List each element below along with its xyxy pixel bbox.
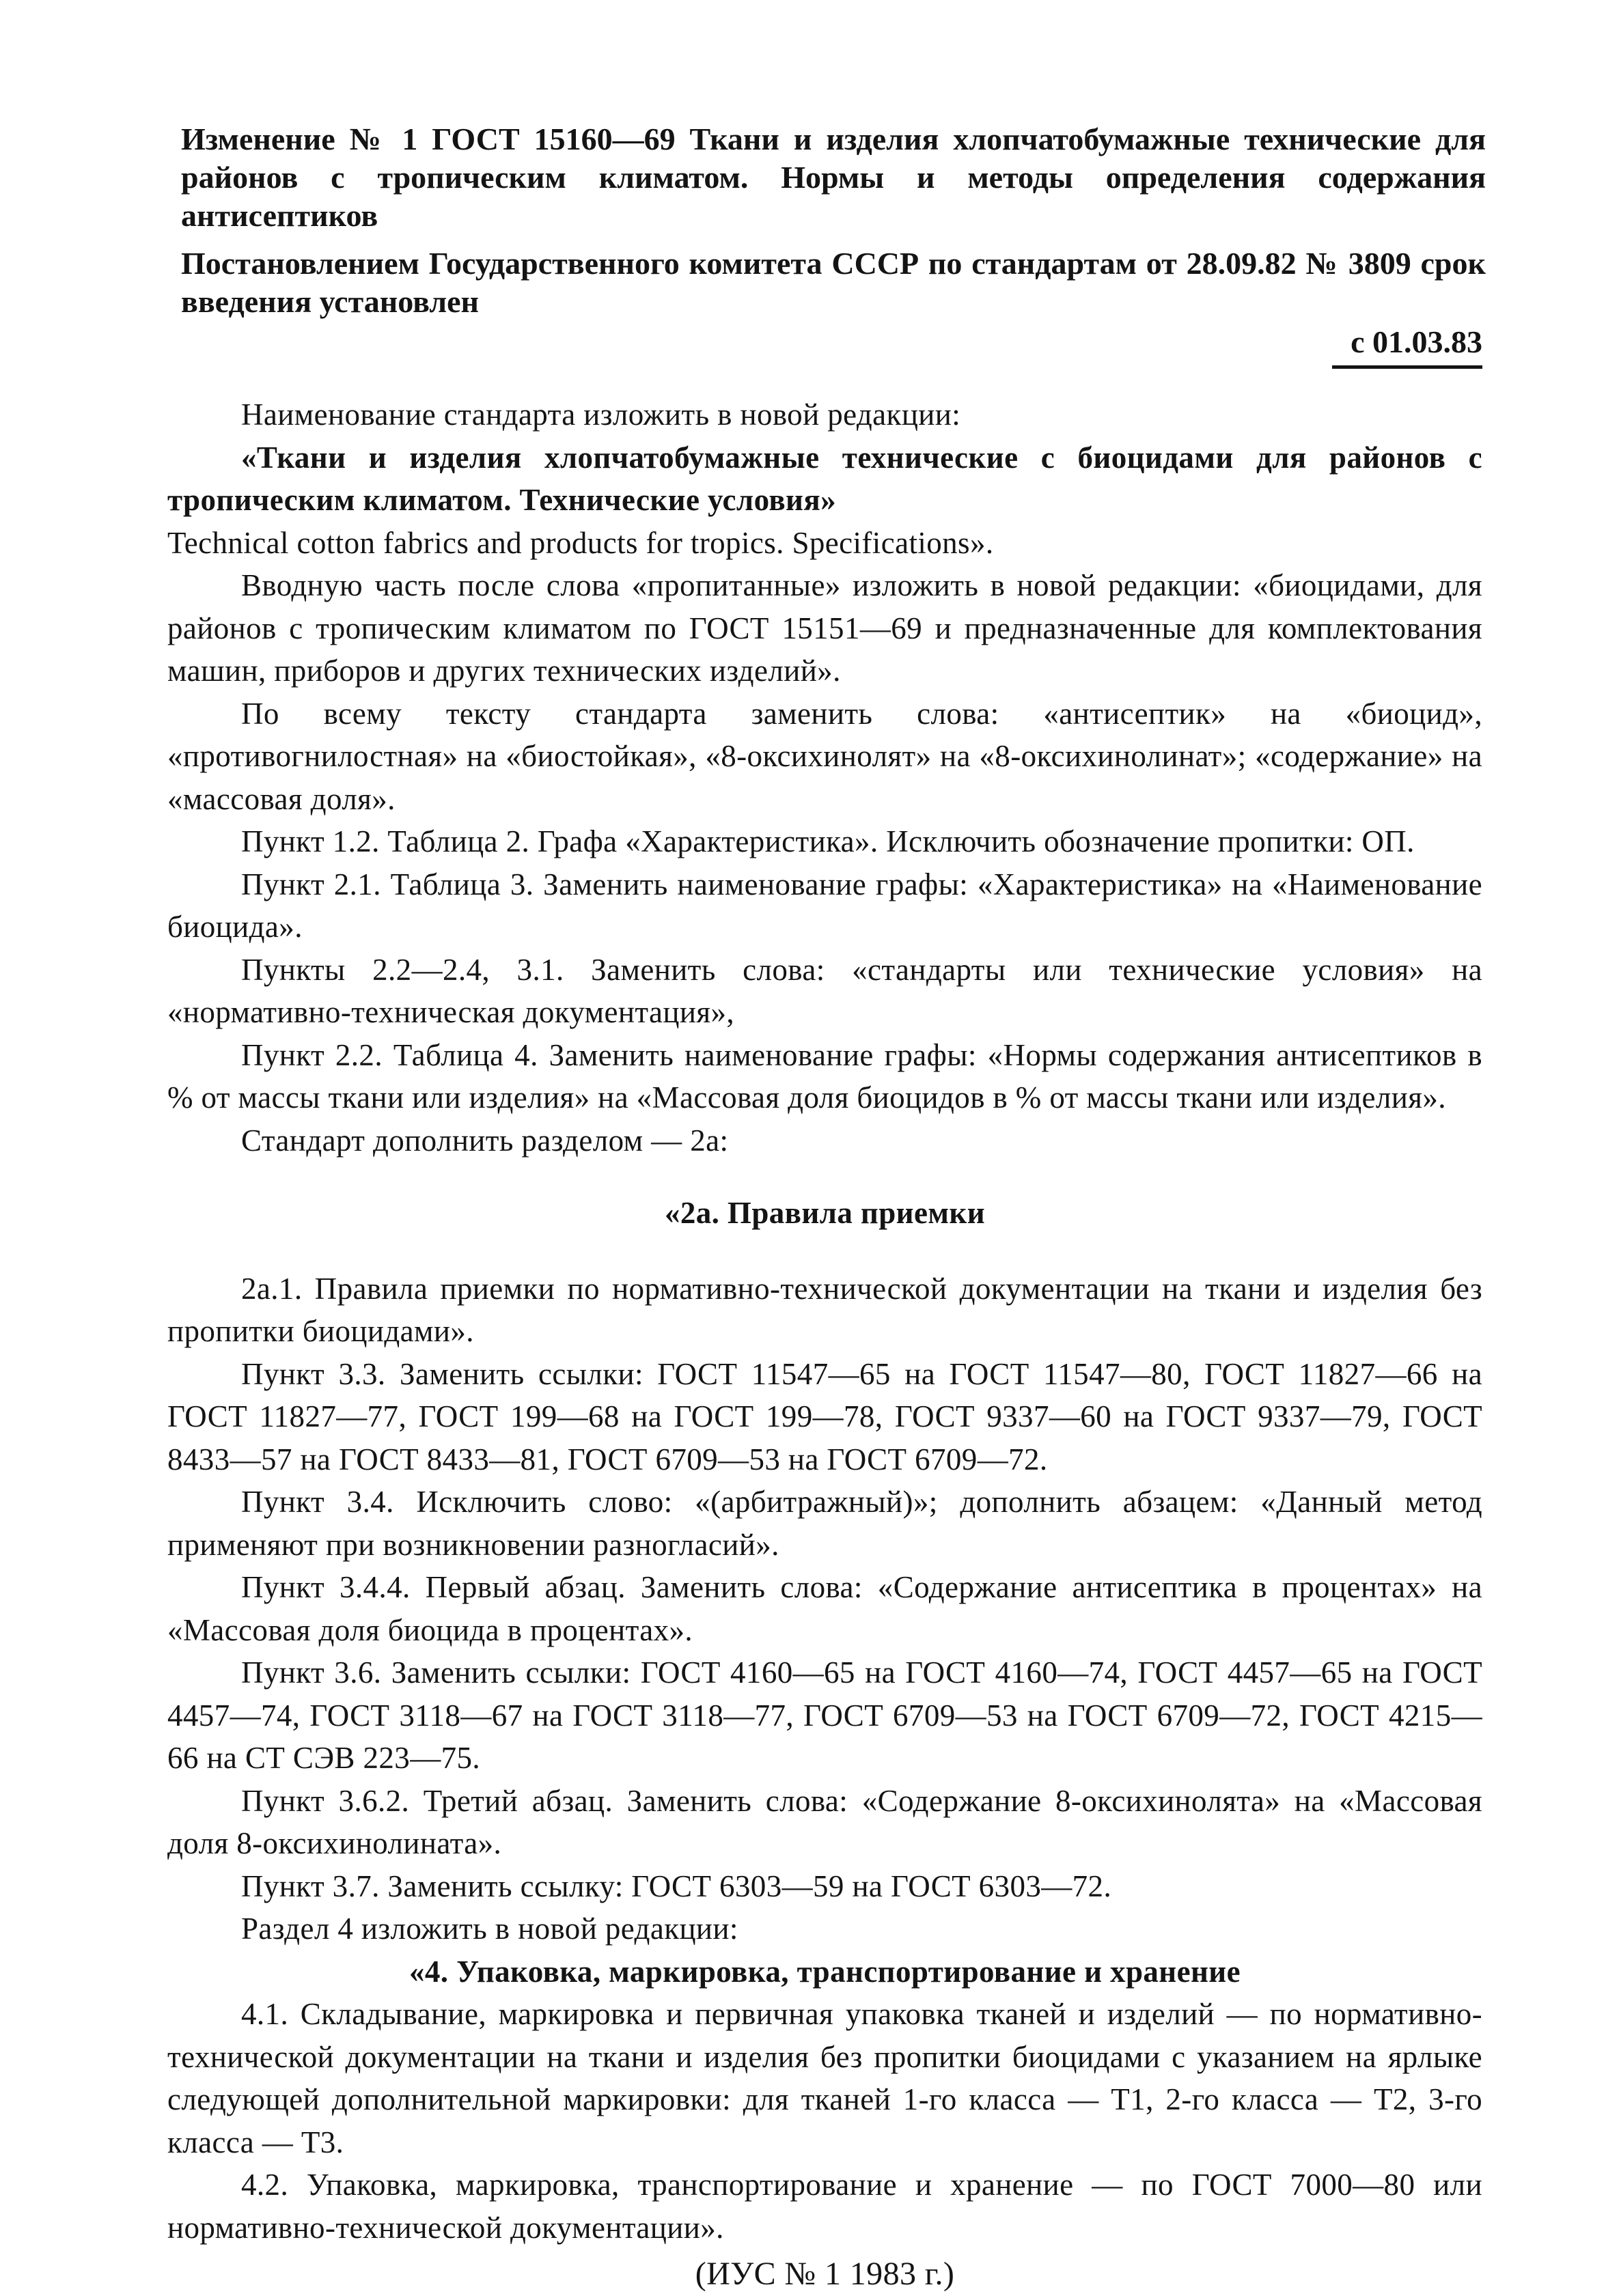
paragraph: 4.2. Упаковка, маркировка, транспортирование и хранение — по ГОСТ 7000—80 или нормативно-технической документации». bbox=[167, 2168, 1482, 2245]
resolution-statement: Постановлением Государственного комитета СССР по стандартам от 28.09.82 № 3809 срок введения установлен bbox=[181, 246, 1486, 319]
paragraph: Пункт 3.4.4. Первый абзац. Заменить слова: «Содержание антисептика в процентах» на «Массовая доля биоцида в процентах». bbox=[167, 1570, 1482, 1647]
paragraph: Раздел 4 изложить в новой редакции: bbox=[241, 1912, 738, 1946]
paragraph: Пункт 2.1. Таблица 3. Заменить наименование графы: «Характеристика» на «Наименование биоцида». bbox=[167, 867, 1482, 944]
english-title: Technical cotton fabrics and products for tropics. Specifications». bbox=[167, 525, 994, 560]
paragraph: Пункт 3.3. Заменить ссылки: ГОСТ 11547—65 на ГОСТ 11547—80, ГОСТ 11827—66 на ГОСТ 11827—77, ГОСТ 199—68 на ГОСТ 199—78, ГОСТ 9337—60 на ГОСТ 9337—79, ГОСТ 8433—57 на ГОСТ 8433—81, ГОСТ 6709—53 на ГОСТ 6709—72. bbox=[167, 1356, 1482, 1476]
section-title: «2а. Правила приемки bbox=[664, 1196, 986, 1230]
effective-date: с 01.03.83 bbox=[1332, 324, 1482, 369]
paragraph: По всему тексту стандарта заменить слова: «антисептик» на «биоцид», «противогнилостная» на «биостойкая», «8-оксихинолят» на «8-оксихинолинат»; «содержание» на «массовая доля». bbox=[167, 696, 1482, 816]
paragraph: Пункты 2.2—2.4, 3.1. Заменить слова: «стандарты или технические условия» на «нормативно-техническая документация», bbox=[167, 952, 1482, 1029]
document-body bbox=[167, 393, 1482, 2296]
paragraph: Пункт 2.2. Таблица 4. Заменить наименование графы: «Нормы содержания антисептиков в % от массы ткани или изделия» на «Массовая доля биоцидов в % от массы ткани или изделия». bbox=[167, 1037, 1482, 1115]
source-reference: (ИУС № 1 1983 г.) bbox=[695, 2256, 955, 2292]
paragraph: Стандарт дополнить разделом — 2а: bbox=[241, 1123, 729, 1158]
paragraph: Пункт 3.6. Заменить ссылки: ГОСТ 4160—65 на ГОСТ 4160—74, ГОСТ 4457—65 на ГОСТ 4457—74, ГОСТ 3118—67 на ГОСТ 3118—77, ГОСТ 6709—53 на ГОСТ 6709—72, ГОСТ 4215—66 на СТ СЭВ 223—75. bbox=[167, 1655, 1482, 1775]
paragraph: 4.1. Складывание, маркировка и первичная упаковка тканей и изделий — по нормативно-технической документации на ткани и изделия без пропитки биоцидами с указанием на ярлыке следующей дополнительной маркировки: для тканей 1-го класса — Т1, 2-го класса — Т2, 3-го класса — Т3. bbox=[167, 1997, 1482, 2159]
new-standard-title: «Ткани и изделия хлопчатобумажные технические с биоцидами для районов с тропическим климатом. Технические условия» bbox=[167, 440, 1482, 517]
paragraph: Пункт 3.6.2. Третий абзац. Заменить слова: «Содержание 8-оксихинолята» на «Массовая доля 8-оксихинолината». bbox=[167, 1783, 1482, 1860]
paragraph: 2а.1. Правила приемки по нормативно-технической документации на ткани и изделия без пропитки биоцидами». bbox=[167, 1271, 1482, 1348]
paragraph: Пункт 3.4. Исключить слово: «(арбитражный)»; дополнить абзацем: «Данный метод применяют при возникновении разногласий». bbox=[167, 1485, 1482, 1562]
amendment-title: Изменение № 1 ГОСТ 15160—69 Ткани и изделия хлопчатобумажные технические для районов с тропическим климатом. Нормы и методы определения содержания антисептиков bbox=[181, 122, 1486, 233]
paragraph: Вводную часть после слова «пропитанные» изложить в новой редакции: «биоцидами, для районов с тропическим климатом по ГОСТ 15151—69 и предназначенные для комплектования машин, приборов и других технических изделий». bbox=[167, 568, 1482, 688]
subsection-title: «4. Упаковка, маркировка, транспортирование и хранение bbox=[409, 1954, 1241, 1989]
paragraph: Пункт 3.7. Заменить ссылку: ГОСТ 6303—59 на ГОСТ 6303—72. bbox=[241, 1868, 1112, 1903]
paragraph: Наименование стандарта изложить в новой редакции: bbox=[241, 397, 961, 432]
paragraph: Пункт 1.2. Таблица 2. Графа «Характеристика». Исключить обозначение пропитки: ОП. bbox=[241, 824, 1415, 858]
